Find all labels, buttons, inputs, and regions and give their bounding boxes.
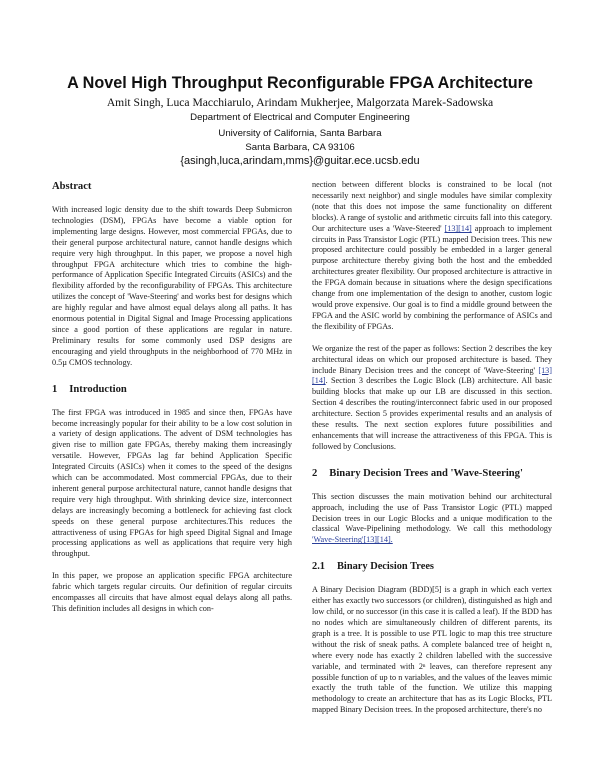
author-emails: {asingh,luca,arindam,mms}@guitar.ece.ucsb.edu [180,155,420,167]
introduction-heading [52,383,292,396]
intro-paragraph-3 [312,180,552,333]
citation-link[interactable]: 'Wave-Steering'[13][14]. [312,535,393,545]
right-column [312,180,552,727]
section-number: 1 [52,383,58,395]
intro-paragraph-4 [312,344,552,453]
department: Department of Electrical and Computer Engineering [190,112,410,123]
section-title: Introduction [69,383,127,395]
section-number: 2 [312,467,318,479]
section-2-heading [312,467,552,480]
abstract-text: With increased logic density due to the shift towards Deep Submicron technologies (DSM), FPGAs have become a viable option for implementing large designs. However, most commercial FPGAs, due to their general purpose architectural nature, cannot handle designs which require very high throughput. In this paper, we propose a novel high throughput FPGA architecture which tries to combine the high-performance of Application Specific Integrated Circuits (ASICs) and the flexibility afforded by the reconfigurability of FPGAs. This architecture utilizes the concept of 'Wave-Steering' and works best for designs which are highly regular and have almost equal delays along all paths. It has enormous potential in Digital Signal and Image Processing applications since a good portion of these applications are regular in nature. Preliminary results for some commonly used DSP designs are encouraging and yield throughputs in the neighborhood of 770 MHz in 0.5µ CMOS technology. [52,205,292,367]
intro-paragraph-1: The first FPGA was introduced in 1985 and since then, FPGAs have become increasingly popular for their ability to be a low cost solution in a variety of design applications. The advent of DSM technologies has given rise to million gate FPGAs, thereby making them increasingly versatile. However, FPGAs lag far behind Application Specific Integrated Circuits (ASICs) when it comes to the speed of the designs which can be accommodated. Most commercial FPGAs, due to their inherent general purpose architectural nature, cannot handle designs that require very high throughput. With shrinking device size, interconnect delays are increasingly becoming a bottleneck for achieving fast clock speeds on these general purpose architectures.This reduces the attractiveness of using FPGAs for high speed Digital Signal and Image processing applications as well as applications that require very high throughput. [52,407,292,559]
author-list: Amit Singh, Luca Macchiarulo, Arindam Mukherjee, Malgorzata Marek-Sadowska [106,96,494,109]
citation-link[interactable]: [13][14] [444,223,472,233]
text-run: This section discusses the main motivation behind our architectural approach, including the use of Pass Transistor Logic (PTL) mapped Decision trees in our Logic Blocks and a unique modification to the classical Wave-Pipelining methodology. We call this methodology [312,491,552,534]
left-column [52,180,292,626]
section-title: Binary Decision Trees and 'Wave-Steering' [329,467,523,479]
text-run: nection between different blocks is constrained to be local (not necessarily next neighbor) and single modules have similar complexity (note that this does not impose the same functionality on different blocks). A range of systolic and arithmetic circuits fall into this category. Our architecture uses a 'Wave-Steered' [312,180,552,233]
citation-link[interactable]: [13][14] [312,365,552,386]
intro-paragraph-2: In this paper, we propose an application specific FPGA architecture fabric which targets regular circuits. Our definition of regular circuits encompasses all circuits that have almost equal delays along all paths. This definition includes all designs in which con- [52,571,292,613]
subsection-2-1-heading [312,560,552,573]
section-2-paragraph-1 [312,492,552,547]
paper-title: A Novel High Throughput Reconfigurable FPGA Architecture [67,74,533,92]
text-run: . Section 3 describes the Logic Block (LB) architecture. All basic building blocks that make up our LB are discussed in this section. Section 4 describes the routing/interconnect fabric used in our proposed architecture. Section 5 provides experimental results and an analysis of these results. The next section explores future possibilities and enhancements that will increase the attractiveness of this FPGA. This is followed by Conclusions. [312,376,552,451]
section-2-1-paragraph: A Binary Decision Diagram (BDD)[5] is a graph in which each vertex either has exactly two successors (or children), distinguished as high and low child, or no successor (in this case it is called a leaf). If the BDD has no nodes which are simultaneously children of different parents, its graph is a tree. It is possible to use PTL logic to map this tree structure without the risk of sneak paths. A complete balanced tree of height n, where every node has exactly 2 children labelled with the successive variable, and terminated with 2ⁿ leaves, can therefore represent any possible function of up to n variables, and the values of the leaves mimic exactly the truth table of the function. We utilize this mapping methodology to create an architecture that has as its Logic Blocks, PTL mapped Binary Decision trees. In the proposed architecture, there's no [312,585,552,715]
text-run: We organize the rest of the paper as follows: Section 2 describes the key architectural ideas on which our proposed architecture is based. They include Binary Decision trees and the concept of 'Wave-Steering' [312,343,552,375]
university: University of California, Santa Barbara [218,128,382,139]
city: Santa Barbara, CA 93106 [245,142,355,153]
abstract-heading: Abstract [52,181,92,192]
subsection-title: Binary Decision Trees [337,561,434,573]
text-run: approach to implement circuits in Pass Transistor Logic (PTL) mapped Decision trees. This new proposed architecture could possibly be embedded in a larger general purpose architecture thereby giving both the host and the embedded architectures greater flexibility. Our proposed architecture is attractive in the FPGA domain because in situations where the design specifications change from one implementation of the design to another, custom logic would prove expensive. Our goal is to find a middle ground between the FPGA and the ASIC world by combining the performance of ASICs and the flexibility of FPGAs. [312,223,553,331]
subsection-number: 2.1 [312,561,325,573]
